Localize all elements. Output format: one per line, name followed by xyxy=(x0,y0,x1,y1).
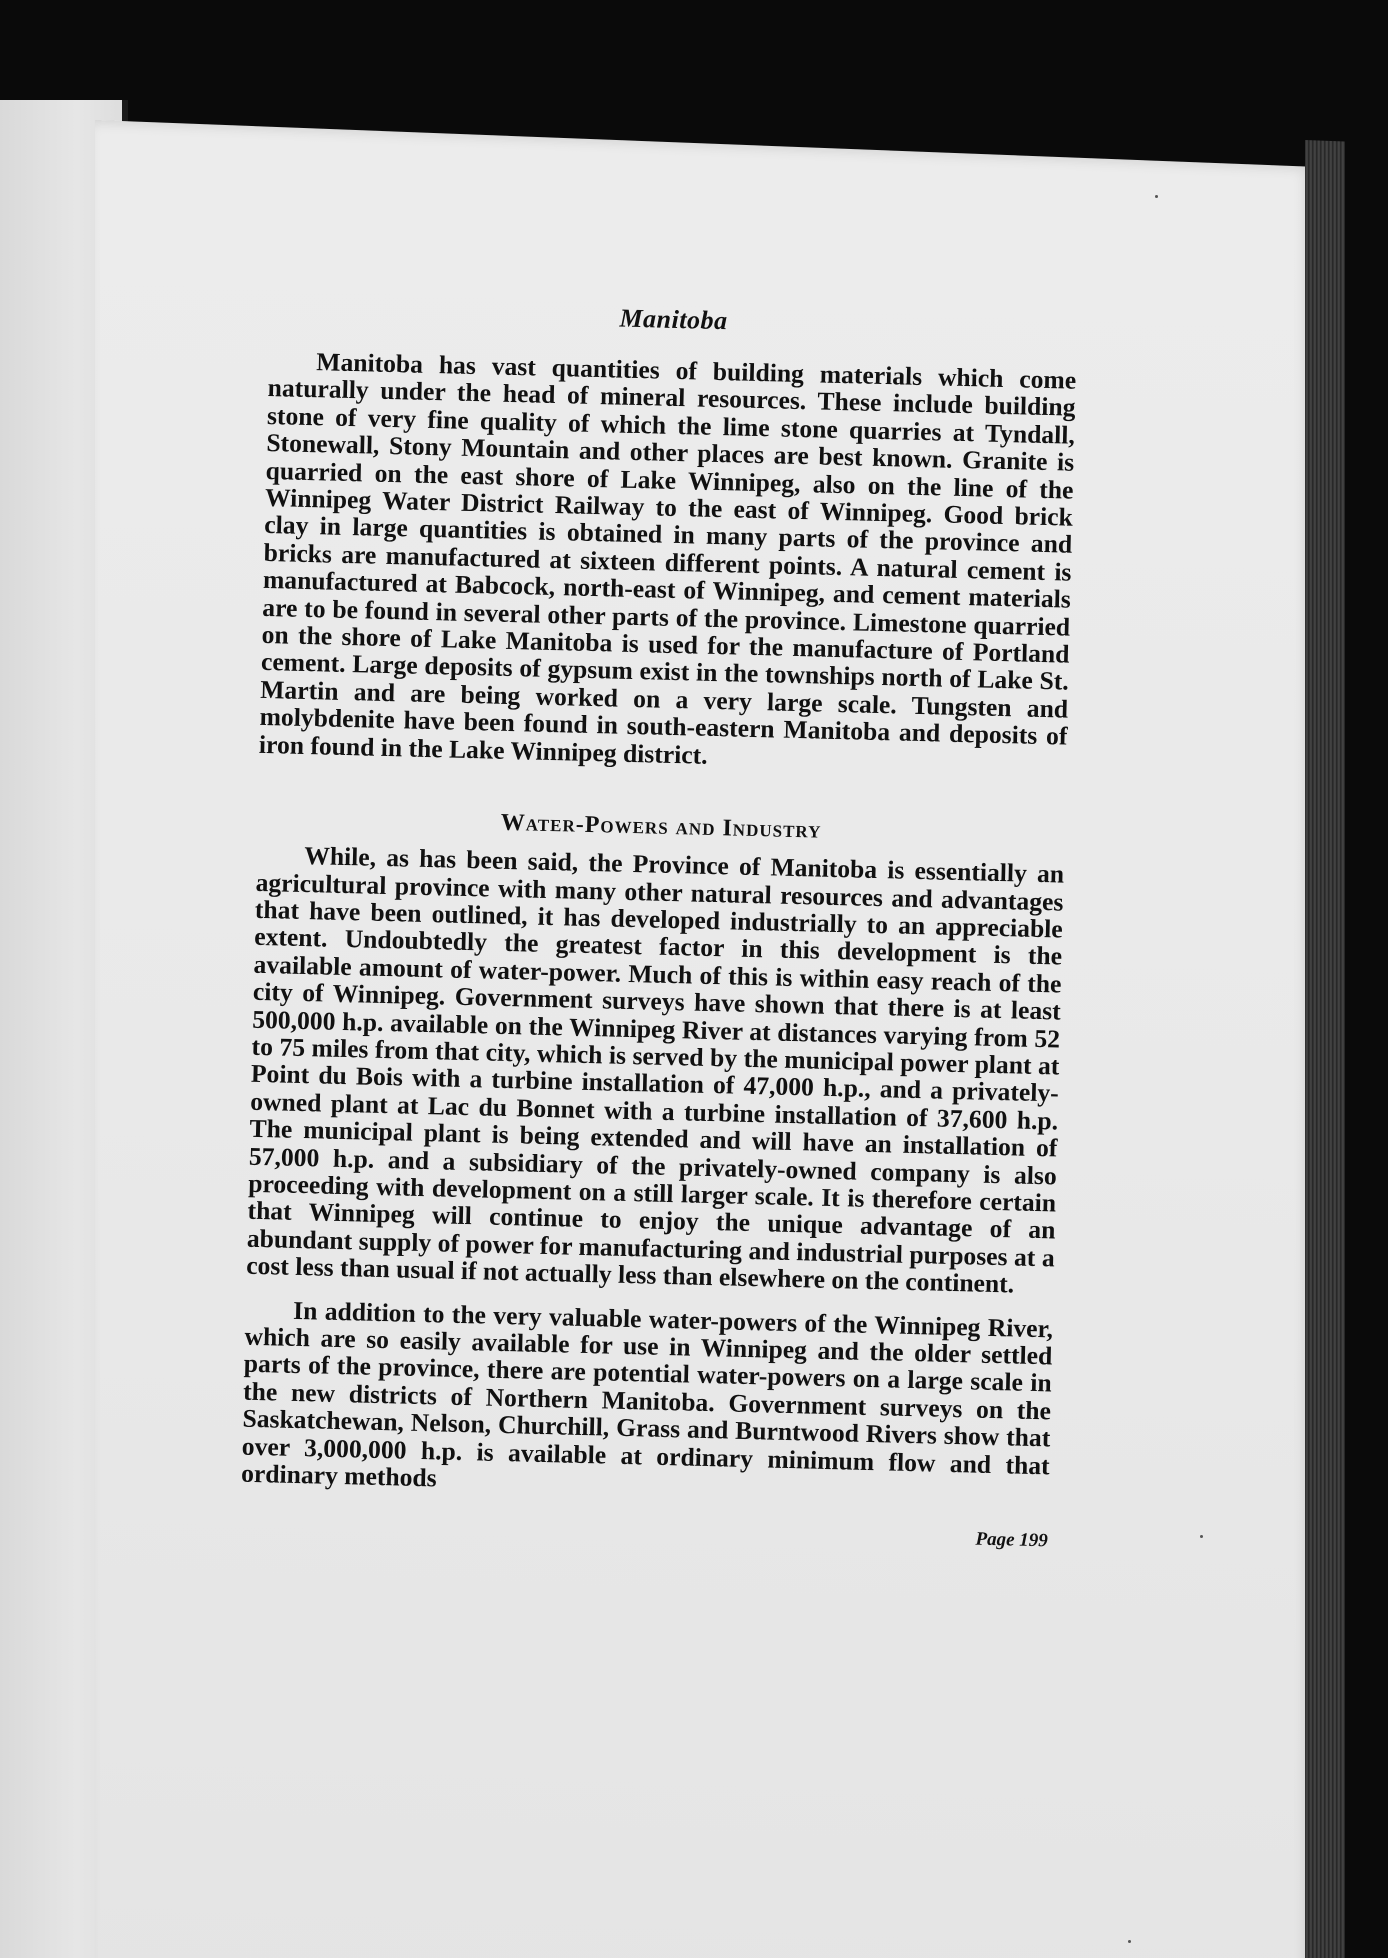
dust-speck xyxy=(1200,1535,1203,1538)
dust-speck xyxy=(1128,1940,1131,1943)
paragraph-building-materials: Manitoba has vast quantities of building materials which come naturally under the head of mineral resources. These include building stone of very fine quality of which the lime stone quarries at Tyndall, Stonewall, Stony Mountain and other places are best known. Granite is quarried on the east shore of Lake Winnipeg, also on the line of the Winnipeg Water District Railway to the east of Winnipeg. Good brick clay in large quantities is obtained in many parts of the province and bricks are manufactured at sixteen different points. A natural cement is manufactured at Babcock, north-east of Winnipeg, and cement materials are to be found in several other parts of the province. Limestone quarried on the shore of Lake Manitoba is used for the manufacture of Portland cement. Large deposits of gypsum exist in the townships north of Lake St. Martin and are being worked on a very large scale. Tungsten and molybdenite have been found in south-eastern Manitoba and deposits of iron found in the Lake Winnipeg district. xyxy=(258,347,1077,770)
paragraph-water-power: While, as has been said, the Province of Manitoba is essentially an agricultural province with many other natural resources and advantages that have been outlined, it has developed industrially to an appreciable extent. Undoubtedly the greatest factor in this development is the available amount of water-power. Much of this is within easy reach of the city of Winnipeg. Government surveys have shown that there is at least 500,000 h.p. available on the Winnipeg River at distances varying from 52 to 75 miles from that city, which is served by the municipal power plant at Point du Bois with a turbine installation of 47,000 h.p., and a privately-owned plant at Lac du Bonnet with a turbine installation of 37,600 h.p. The municipal plant is being extended and will have an installation of 57,000 h.p. and a subsidiary of the privately-owned company is also proceeding with development on a still larger scale. It is therefore certain that Winnipeg will continue to enjoy the unique advantage of an abundant supply of power for manufacturing and industrial purposes at a cost less than usual if not actually less than elsewhere on the continent. xyxy=(245,841,1065,1299)
paragraph-northern-manitoba: In addition to the very valuable water-powers of the Winnipeg River, which are so easily available for use in Winnipeg and the older settled parts of the province, there are potential water-powers on a large scale in the new districts of Northern Manitoba. Government surveys on the Saskatchewan, Nelson, Churchill, Grass and Burntwood Rivers show that over 3,000,000 h.p. is available at ordinary minimum flow and that ordinary methods xyxy=(240,1295,1054,1493)
page-number: Page 199 xyxy=(975,1529,1049,1552)
dust-speck xyxy=(1155,195,1158,198)
page-text-block xyxy=(240,295,1078,1553)
running-head: Manitoba xyxy=(619,303,728,336)
page-stack-edge xyxy=(1305,140,1345,1958)
section-heading: Water-Powers and Industry xyxy=(500,809,822,844)
